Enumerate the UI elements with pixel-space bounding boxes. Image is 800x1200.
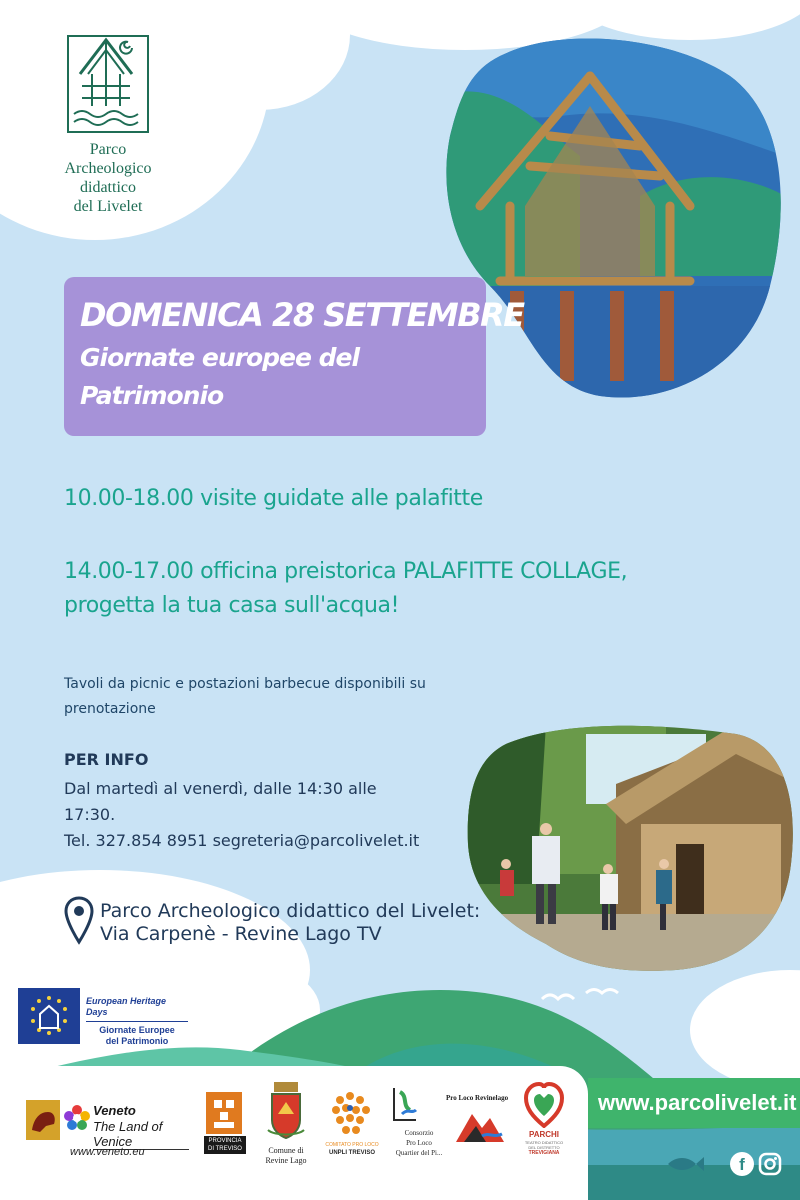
- unpli-logo-icon: [330, 1090, 372, 1138]
- proloco-logo-icon: [454, 1106, 506, 1146]
- veneto-url[interactable]: www.veneto.eu: [70, 1146, 145, 1158]
- parchi-label: [514, 1130, 574, 1157]
- logo-line: Archeologico: [64, 160, 152, 177]
- website-link[interactable]: www.parcolivelet.it: [598, 1090, 797, 1115]
- provincia-line: PROVINCIA: [208, 1138, 242, 1144]
- comune-line: Revine Lago: [265, 1156, 307, 1165]
- parchi-line: TREVIGIANA: [528, 1150, 560, 1156]
- map-pin-icon: [64, 896, 94, 946]
- provincia-treviso-icon: [206, 1092, 242, 1134]
- provincia-line: DI TREVISO: [208, 1146, 242, 1152]
- info-block: [64, 776, 434, 854]
- schedule-workshop-line: progetta la tua casa sull'acqua!: [64, 593, 400, 618]
- picnic-note-line: Tavoli da picnic e postazioni barbecue disponibili su: [64, 676, 426, 692]
- event-date: DOMENICA 28 SETTEMBRE: [80, 296, 524, 334]
- facebook-icon[interactable]: f: [730, 1152, 754, 1176]
- logo-line: didattico: [80, 179, 136, 196]
- consorzio-logo-icon: [390, 1084, 420, 1124]
- parco-logo-icon: [66, 34, 150, 134]
- consorzio-line: Consorzio: [404, 1129, 434, 1137]
- schedule-workshop-line: 14.00-17.00 officina preistorica PALAFITTE COLLAGE,: [64, 559, 628, 584]
- picnic-note-line: prenotazione: [64, 701, 156, 717]
- unpli-label: [322, 1142, 382, 1157]
- heritage-line: del Patrimonio: [105, 1036, 169, 1046]
- info-heading: PER INFO: [64, 750, 149, 769]
- schedule-visits: 10.00-18.00 visite guidate alle palafitte: [64, 486, 483, 511]
- provincia-label: [204, 1136, 246, 1154]
- event-subtitle: Giornate europee del Patrimonio: [80, 343, 360, 410]
- instagram-icon[interactable]: [758, 1152, 782, 1176]
- location-address: [100, 900, 480, 946]
- location-line: Via Carpenè - Revine Lago TV: [100, 923, 382, 945]
- consorzio-line: Pro Loco: [406, 1139, 432, 1147]
- unpli-line: COMITATO PRO LOCO: [325, 1142, 379, 1148]
- parchi-line: DEL DISTRETTO: [528, 1145, 560, 1150]
- fish-icon: [664, 1154, 704, 1174]
- info-contact[interactable]: Tel. 327.854 8951 segreteria@parcolivelet.it: [64, 831, 420, 850]
- consorzio-line: Quartier del Pi...: [395, 1149, 443, 1157]
- logo-line: Parco: [89, 141, 127, 158]
- veneto-tagline: The Land of Venice: [93, 1119, 189, 1150]
- veneto-brand: Veneto: [93, 1103, 136, 1118]
- location-line: Parco Archeologico didattico del Livelet:: [100, 900, 481, 922]
- logo-name: [40, 140, 176, 216]
- comune-label: [258, 1146, 314, 1166]
- parchi-line: TEATRO DIDATTICO: [524, 1140, 564, 1145]
- veneto-flower-icon: [63, 1104, 91, 1132]
- info-hours: Dal martedì al venerdì, dalle 14:30 alle: [64, 779, 377, 798]
- heritage-divider: [86, 1021, 188, 1022]
- comune-line: Comune di: [268, 1146, 304, 1155]
- unpli-line: UNPLI TREVISO: [328, 1150, 375, 1156]
- proloco-label: Pro Loco Revinelago: [446, 1094, 509, 1102]
- parchi-line: PARCHI: [528, 1130, 560, 1139]
- consorzio-label: [388, 1128, 450, 1158]
- lion-of-venice-icon: [26, 1100, 60, 1140]
- eu-flag-logo: [18, 988, 80, 1044]
- collage-photo: [440, 36, 785, 406]
- stilt-house-photo: [466, 724, 798, 972]
- heritage-line: European Heritage Days: [86, 996, 167, 1017]
- heritage-line: Giornate Europee: [99, 1025, 175, 1035]
- info-hours: 17:30.: [64, 805, 116, 824]
- comune-crest-icon: [266, 1080, 306, 1142]
- eu-stars-icon: [18, 988, 80, 1044]
- picnic-note: [64, 672, 426, 722]
- logo-line: del Livelet: [73, 198, 143, 215]
- cloud-top-right: [560, 0, 800, 40]
- schedule-workshop: [64, 555, 627, 623]
- heritage-text: [86, 996, 188, 1047]
- parchi-heart-icon: [524, 1082, 564, 1128]
